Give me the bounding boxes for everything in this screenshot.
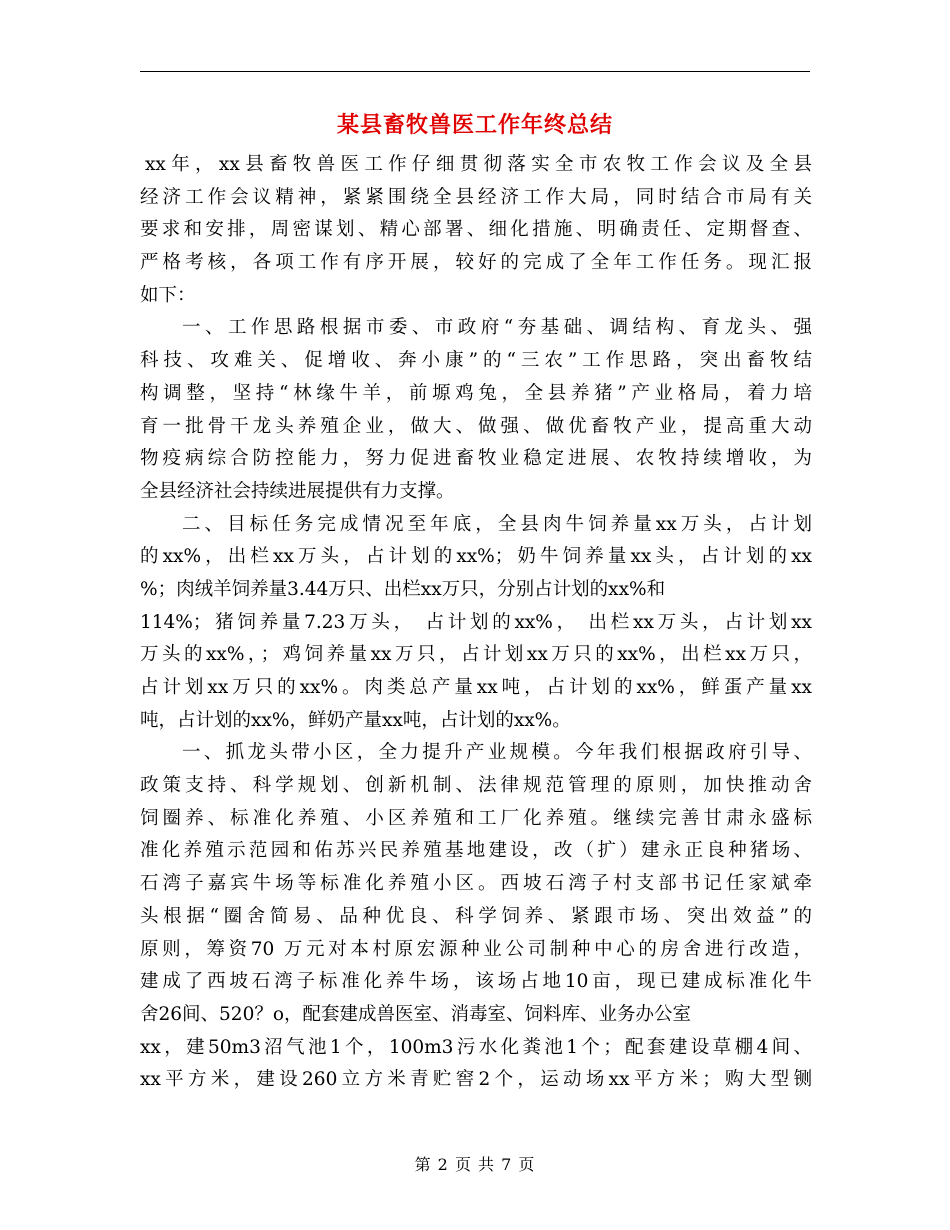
paragraph-line: xx年，xx县畜牧兽医工作仔细贯彻落实全市农牧工作会议及全县 (145, 154, 812, 175)
paragraph-line: 114%；猪饲养量7.23万头， 占计划的xx%， 出栏xx万头，占计划xx (140, 611, 812, 633)
paragraph-line: 建成了西坡石湾子标准化养牛场，该场占地10亩，现已建成标准化牛 (140, 971, 812, 993)
page-number: 第 2 页 共 7 页 (414, 1155, 536, 1174)
paragraph-line: %；肉绒羊饲养量3.44万只、出栏xx万只，分别占计划的xx%和 (140, 578, 666, 600)
paragraph-line: 严格考核，各项工作有序开展，较好的完成了全年工作任务。现汇报 (140, 252, 812, 274)
paragraph-line: 经济工作会议精神，紧紧围绕全县经济工作大局，同时结合市局有关 (140, 186, 812, 208)
paragraph-line: 如下： (140, 284, 196, 306)
paragraph-line: 一、工作思路根据市委、市政府“夯基础、调结构、育龙头、强 (182, 317, 812, 339)
paragraph-line: 政策支持、科学规划、创新机制、法律规范管理的原则，加快推动舍 (140, 775, 812, 797)
paragraph-line: 占计划xx万只的xx%。肉类总产量xx吨，占计划的xx%，鲜蛋产量xx (140, 677, 812, 698)
paragraph-line: 准化养殖示范园和佑苏兴民养殖基地建设，改（扩）建永正良种猪场、 (140, 840, 812, 862)
paragraph-line: 全县经济社会持续进展提供有力支撑。 (140, 480, 455, 502)
paragraph-line: 的xx%，出栏xx万头，占计划的xx%；奶牛饲养量xx头，占计划的xx (140, 546, 812, 568)
paragraph-line: 物疫病综合防控能力，努力促进畜牧业稳定进展、农牧持续增收，为 (140, 448, 812, 470)
paragraph-line: 原则，筹资70 万元对本村原宏源种业公司制种中心的房舍进行改造， (140, 938, 812, 960)
paragraph-line: 饲圈养、标准化养殖、小区养殖和工厂化养殖。继续完善甘肃永盛标 (140, 807, 812, 829)
document-title: 某县畜牧兽医工作年终总结 (336, 112, 613, 138)
paragraph-line: 吨，占计划的xx%，鲜奶产量xx吨，占计划的xx%。 (140, 709, 571, 731)
paragraph-line: 科技、攻难关、促增收、奔小康”的“三农”工作思路，突出畜牧结 (140, 350, 812, 372)
paragraph-line: xx，建50m3沼气池1个，100m3污水化粪池1个；配套建设草棚4间、 (140, 1036, 812, 1058)
header-rule (140, 71, 810, 72)
paragraph-line: 一、抓龙头带小区，全力提升产业规模。今年我们根据政府引导、 (182, 742, 812, 764)
paragraph-line: 育一批骨干龙头养殖企业，做大、做强、做优畜牧产业，提高重大动 (140, 415, 812, 437)
paragraph-line: 二、目标任务完成情况至年底，全县肉牛饲养量xx万头，占计划 (182, 513, 812, 535)
paragraph-line: 舍26间、520？o，配套建成兽医室、消毒室、饲料库、业务办公室 (140, 1003, 691, 1025)
paragraph-line: xx平方米，建设260立方米青贮窖2个，运动场xx平方米；购大型铡 (140, 1069, 812, 1091)
paragraph-line: 头根据“圈舍简易、品种优良、科学饲养、紧跟市场、突出效益”的 (140, 905, 812, 927)
paragraph-line: 石湾子嘉宾牛场等标准化养殖小区。西坡石湾子村支部书记任家斌牵 (140, 873, 812, 895)
paragraph-line: 万头的xx%，；鸡饲养量xx万只，占计划xx万只的xx%，出栏xx万只， (140, 644, 812, 666)
paragraph-line: 要求和安排，周密谋划、精心部署、细化措施、明确责任、定期督查、 (140, 219, 812, 241)
paragraph-line: 构调整，坚持“林缘牛羊，前塬鸡兔，全县养猪”产业格局，着力培 (140, 382, 812, 404)
document-body (140, 149, 812, 1097)
